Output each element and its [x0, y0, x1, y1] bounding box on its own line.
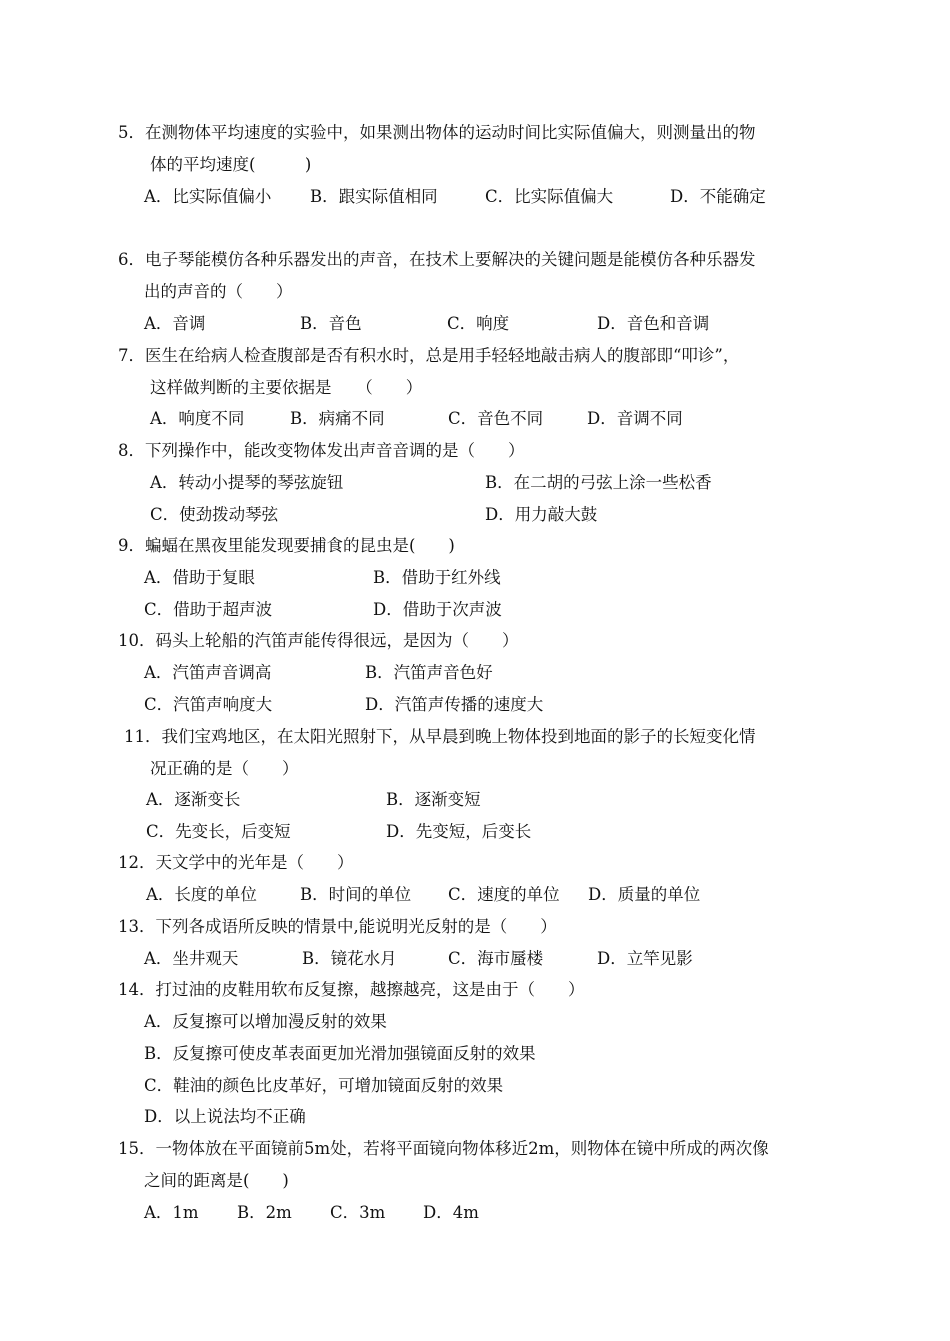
option-a: A．坐井观天: [144, 949, 239, 968]
option-d: D．以上说法均不正确: [144, 1107, 306, 1126]
option-c: C．汽笛声响度大: [144, 695, 273, 714]
option-d: D．汽笛声传播的速度大: [365, 695, 544, 714]
question-stem: 6．电子琴能模仿各种乐器发出的声音，在技术上要解决的关键问题是能模仿各种乐器发: [118, 250, 756, 269]
option-a: A．转动小提琴的琴弦旋钮: [150, 473, 344, 492]
option-c: C．3m: [330, 1203, 386, 1222]
option-b: B．镜花水月: [302, 949, 397, 968]
option-a: A．汽笛声音调高: [144, 663, 272, 682]
option-b: B．借助于红外线: [373, 568, 501, 587]
option-b: B．2m: [237, 1203, 292, 1222]
option-a: A．比实际值偏小: [144, 187, 272, 206]
question-stem: 10．码头上轮船的汽笛声能传得很远，是因为（ ）: [118, 631, 519, 650]
question-stem: 8．下列操作中，能改变物体发出声音音调的是（ ）: [118, 441, 525, 460]
option-d: D．音调不同: [587, 409, 683, 428]
option-b: B．逐渐变短: [386, 790, 481, 809]
option-c: C．响度: [447, 314, 510, 333]
option-d: D．4m: [423, 1203, 479, 1222]
option-a: A．反复擦可以增加漫反射的效果: [144, 1012, 387, 1031]
option-a: A．音调: [144, 314, 206, 333]
option-d: D．立竿见影: [597, 949, 693, 968]
option-b: B．跟实际值相同: [310, 187, 438, 206]
question-stem: 7．医生在给病人检查腹部是否有积水时，总是用手轻轻地敲击病人的腹部即“叩诊”，: [118, 346, 740, 365]
option-a: A．借助于复眼: [144, 568, 255, 587]
question-stem: 5．在测物体平均速度的实验中，如果测出物体的运动时间比实际值偏大，则测量出的物: [118, 123, 756, 142]
option-d: D．音色和音调: [597, 314, 710, 333]
option-c: C．使劲拨动琴弦: [150, 505, 279, 524]
question-stem: 11．我们宝鸡地区，在太阳光照射下，从早晨到晚上物体投到地面的影子的长短变化情: [124, 727, 756, 746]
option-c: C．鞋油的颜色比皮革好，可增加镜面反射的效果: [144, 1076, 504, 1095]
question-stem: 9．蝙蝠在黑夜里能发现要捕食的昆虫是( ): [118, 536, 455, 555]
option-a: A．长度的单位: [146, 885, 257, 904]
question-stem: 出的声音的（ ）: [144, 282, 293, 301]
option-d: D．质量的单位: [588, 885, 701, 904]
option-b: B．音色: [300, 314, 362, 333]
option-c: C．先变长，后变短: [146, 822, 291, 841]
option-b: B．时间的单位: [300, 885, 412, 904]
option-d: D．借助于次声波: [373, 600, 502, 619]
option-c: C．速度的单位: [448, 885, 560, 904]
option-c: C．海市蜃楼: [448, 949, 544, 968]
option-d: D．先变短，后变长: [386, 822, 532, 841]
question-stem: 13．下列各成语所反映的情景中,能说明光反射的是（ ）: [118, 917, 557, 936]
question-stem: 体的平均速度( ): [150, 155, 312, 174]
option-d: D．不能确定: [670, 187, 766, 206]
option-c: C．借助于超声波: [144, 600, 273, 619]
question-stem: 14．打过油的皮鞋用软布反复擦，越擦越亮，这是由于（ ）: [118, 980, 585, 999]
option-b: B．病痛不同: [290, 409, 385, 428]
option-b: B．在二胡的弓弦上涂一些松香: [485, 473, 712, 492]
option-b: B．反复擦可使皮革表面更加光滑加强镜面反射的效果: [144, 1044, 536, 1063]
option-c: C．音色不同: [448, 409, 544, 428]
question-stem: 12．天文学中的光年是（ ）: [118, 853, 354, 872]
option-c: C．比实际值偏大: [485, 187, 614, 206]
option-b: B．汽笛声音色好: [365, 663, 493, 682]
question-stem: 况正确的是（ ）: [150, 759, 299, 778]
option-d: D．用力敲大鼓: [485, 505, 598, 524]
option-a: A．1m: [144, 1203, 199, 1222]
option-a: A．响度不同: [150, 409, 245, 428]
question-stem: 15．一物体放在平面镜前5m处，若将平面镜向物体移近2m，则物体在镜中所成的两次像: [118, 1139, 769, 1158]
question-stem: 之间的距离是( ): [144, 1171, 289, 1190]
option-a: A．逐渐变长: [146, 790, 241, 809]
question-stem: 这样做判断的主要依据是 （ ）: [150, 378, 423, 397]
